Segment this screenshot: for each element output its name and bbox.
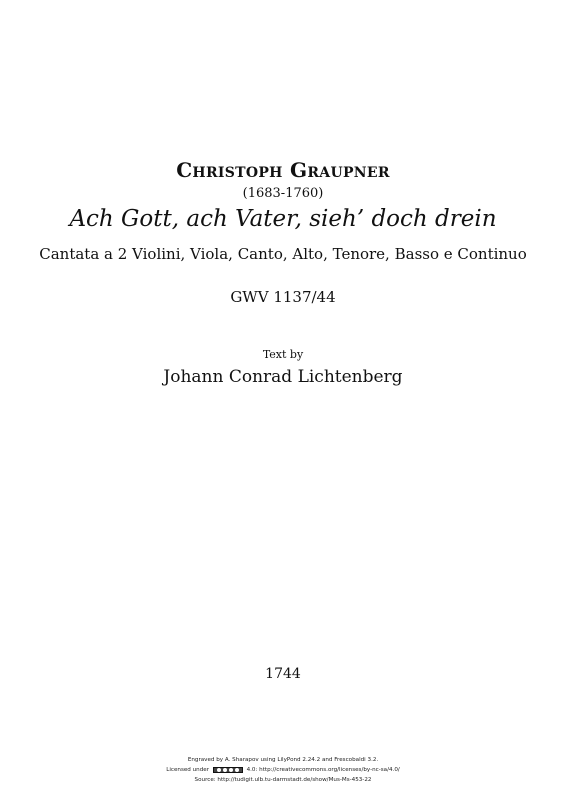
librettist-name: Johann Conrad Lichtenberg (163, 367, 403, 387)
composer-dates: (1683-1760) (242, 186, 324, 201)
composition-year: 1744 (265, 666, 301, 682)
work-subtitle: Cantata a 2 Violini, Viola, Canto, Alto, Tenore, Basso e Continuo (39, 245, 527, 263)
text-by-label: Text by (262, 348, 304, 361)
cc-license-badge-icon (213, 767, 243, 773)
work-title: Ach Gott, ach Vater, sieh’ doch drein (69, 206, 497, 232)
source-credit: Source: http://tudigit.ulb.tu-darmstadt.de/show/Mus-Ms-453-22 (194, 777, 372, 783)
composer-name: Christoph Graupner (176, 158, 390, 182)
license-line (0, 766, 566, 775)
engraving-credit: Engraved by A. Sharapov using LilyPond 2.24.2 and Frescobaldi 3.2. (187, 757, 379, 763)
license-suffix: 4.0: http://creativecommons.org/licenses/by-nc-sa/4.0/ (246, 767, 400, 773)
license-prefix: Licensed under (166, 767, 210, 773)
catalog-number: GWV 1137/44 (230, 288, 336, 306)
